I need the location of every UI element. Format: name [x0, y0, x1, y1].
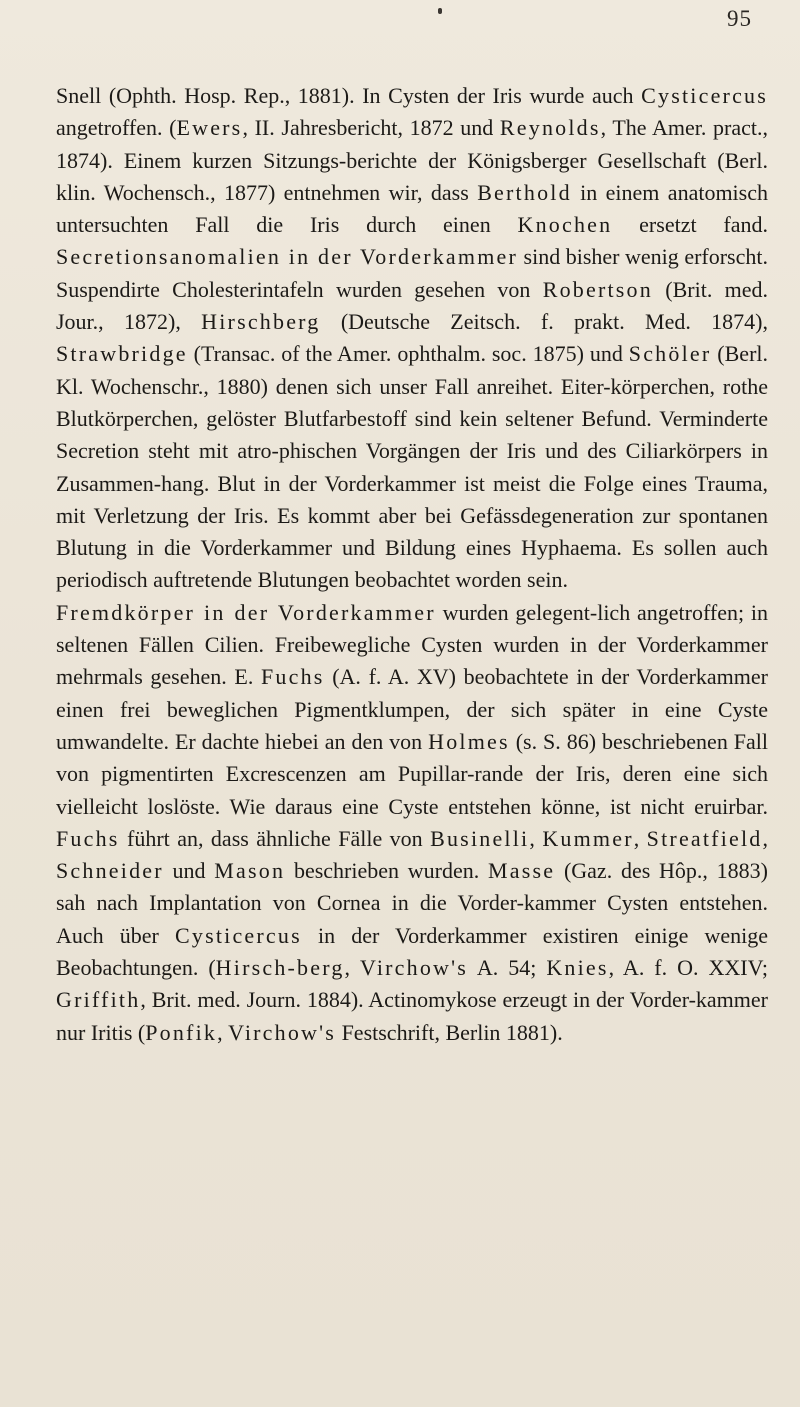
emphasized-name: Ewers	[176, 115, 243, 141]
body-text	[56, 80, 768, 1049]
emphasized-name: Fremdkörper in der Vorderkammer	[56, 599, 436, 625]
text-run: Festschrift, Berlin 1881).	[336, 1019, 563, 1045]
text-run: (Deutsche Zeitsch. f. prakt. Med. 1874),	[320, 309, 769, 335]
emphasized-name: Strawbridge	[56, 341, 188, 367]
emphasized-name: Virchow's	[228, 1019, 337, 1045]
text-run: ersetzt fand.	[612, 212, 768, 238]
emphasized-name: Reynolds	[499, 115, 601, 141]
text-run: , A. f. O. XXIV;	[608, 955, 768, 981]
text-run: (Berl. Kl. Wochenschr., 1880) denen sich unser Fall anreihet. Eiter-körperchen, rothe Blutkörperchen, gelöster Blutfarbestoff sind kein seltener Befund. Verminderte Secretion steht mit atro-phischen Vorgängen der Iris und des Ciliarkörpers in Zusammen-hang. Blut in der Vorderkammer ist meist die Folge eines Trauma, mit Verletzung der Iris. Es kommt aber bei Gefässdegeneration zur spontanen Blutung in die Vorderkammer und Bildung eines Hyphaema. Es sollen auch periodisch auftretende Blutungen beobachtet worden sein.	[56, 341, 769, 593]
emphasized-name: Knochen	[517, 212, 613, 238]
emphasized-name: Berthold	[477, 179, 572, 205]
text-run: , The Amer. pract., 1874). Einem kurzen Sitzungs-berichte der Königsberger Gesellschaft (Berl. klin. Wochensch., 1877) entnehmen wir, dass	[56, 115, 768, 205]
paragraph	[56, 80, 768, 597]
emphasized-name: Streatfield	[646, 825, 763, 851]
emphasized-name: Masse	[487, 858, 556, 884]
page-number: 95	[727, 6, 752, 31]
emphasized-name: Holmes	[428, 728, 510, 754]
text-run: ,	[344, 955, 361, 981]
emphasized-name: Schöler	[628, 341, 712, 367]
text-run: und	[163, 858, 215, 884]
text-run: (Brit. med. Jour., 1872),	[56, 276, 768, 335]
text-run: (s. S. 86) beschriebenen Fall von pigmentirten Excrescenzen am Pupillar-rande der Iris, deren eine sich vielleicht loslöste. Wie daraus eine Cyste entstehen könne, ist nicht eruirbar.	[56, 728, 768, 819]
print-mark	[438, 8, 442, 14]
emphasized-name: Robertson	[542, 276, 653, 302]
text-run: in einem anatomisch untersuchten Fall die Iris durch einen	[56, 179, 768, 238]
emphasized-name: Knies	[546, 955, 609, 981]
text-run: , Brit. med. Journ. 1884). Actinomykose erzeugt in der Vorder-kammer nur Iritis (	[56, 987, 768, 1045]
text-run: ,	[529, 825, 543, 851]
emphasized-name: Kummer	[542, 825, 634, 851]
emphasized-name: Griffith	[56, 987, 141, 1013]
emphasized-name: Ponfik	[145, 1019, 218, 1045]
emphasized-name: Secretionsanomalien in der Vorderkammer	[56, 244, 519, 270]
text-run: ,	[762, 825, 769, 851]
emphasized-name: Virchow's	[360, 955, 469, 981]
emphasized-name: Fuchs	[261, 664, 325, 690]
text-run: sind bisher wenig erforscht. Suspendirte Cholesterintafeln wurden gesehen von	[56, 244, 768, 302]
text-run: (Gaz. des Hôp., 1883) sah nach Implantation von Cornea in die Vorder-kammer Cysten entstehen. Auch über	[56, 858, 768, 948]
emphasized-name: Cysticercus	[641, 83, 768, 108]
emphasized-name: Hirschberg	[201, 309, 321, 335]
text-run: in der Vorderkammer existiren einige wenige Beobachtungen. (	[56, 922, 768, 981]
emphasized-name: Schneider	[56, 858, 164, 884]
emphasized-name: Hirsch-berg	[215, 955, 345, 981]
text-run: (A. f. A. XV) beobachtete in der Vorderkammer einen frei beweglichen Pigmentklumpen, der sich später in eine Cyste umwandelte. Er dachte hiebei an den von	[56, 664, 768, 754]
text-run: ,	[633, 825, 647, 851]
emphasized-name: Mason	[214, 858, 286, 884]
paragraph	[56, 597, 768, 1049]
text-run: beschrieben wurden.	[285, 858, 488, 884]
text-run: ,	[217, 1019, 229, 1045]
text-run: angetroffen. (	[56, 115, 177, 141]
text-run: , II. Jahresbericht, 1872 und	[242, 115, 500, 141]
emphasized-name: Businelli	[430, 825, 530, 851]
text-run: Snell (Ophth. Hosp. Rep., 1881). In Cysten der Iris wurde auch	[56, 83, 642, 108]
text-run: (Transac. of the Amer. ophthalm. soc. 1875) und	[187, 341, 629, 367]
text-run: A. 54;	[468, 955, 547, 981]
emphasized-name: Fuchs	[56, 825, 120, 851]
text-run: führt an, dass ähnliche Fälle von	[119, 825, 431, 851]
text-run: wurden gelegent-lich angetroffen; in seltenen Fällen Cilien. Freibewegliche Cysten wurden in der Vorderkammer mehrmals gesehen. E.	[56, 599, 768, 690]
emphasized-name: Cysticercus	[175, 922, 302, 948]
